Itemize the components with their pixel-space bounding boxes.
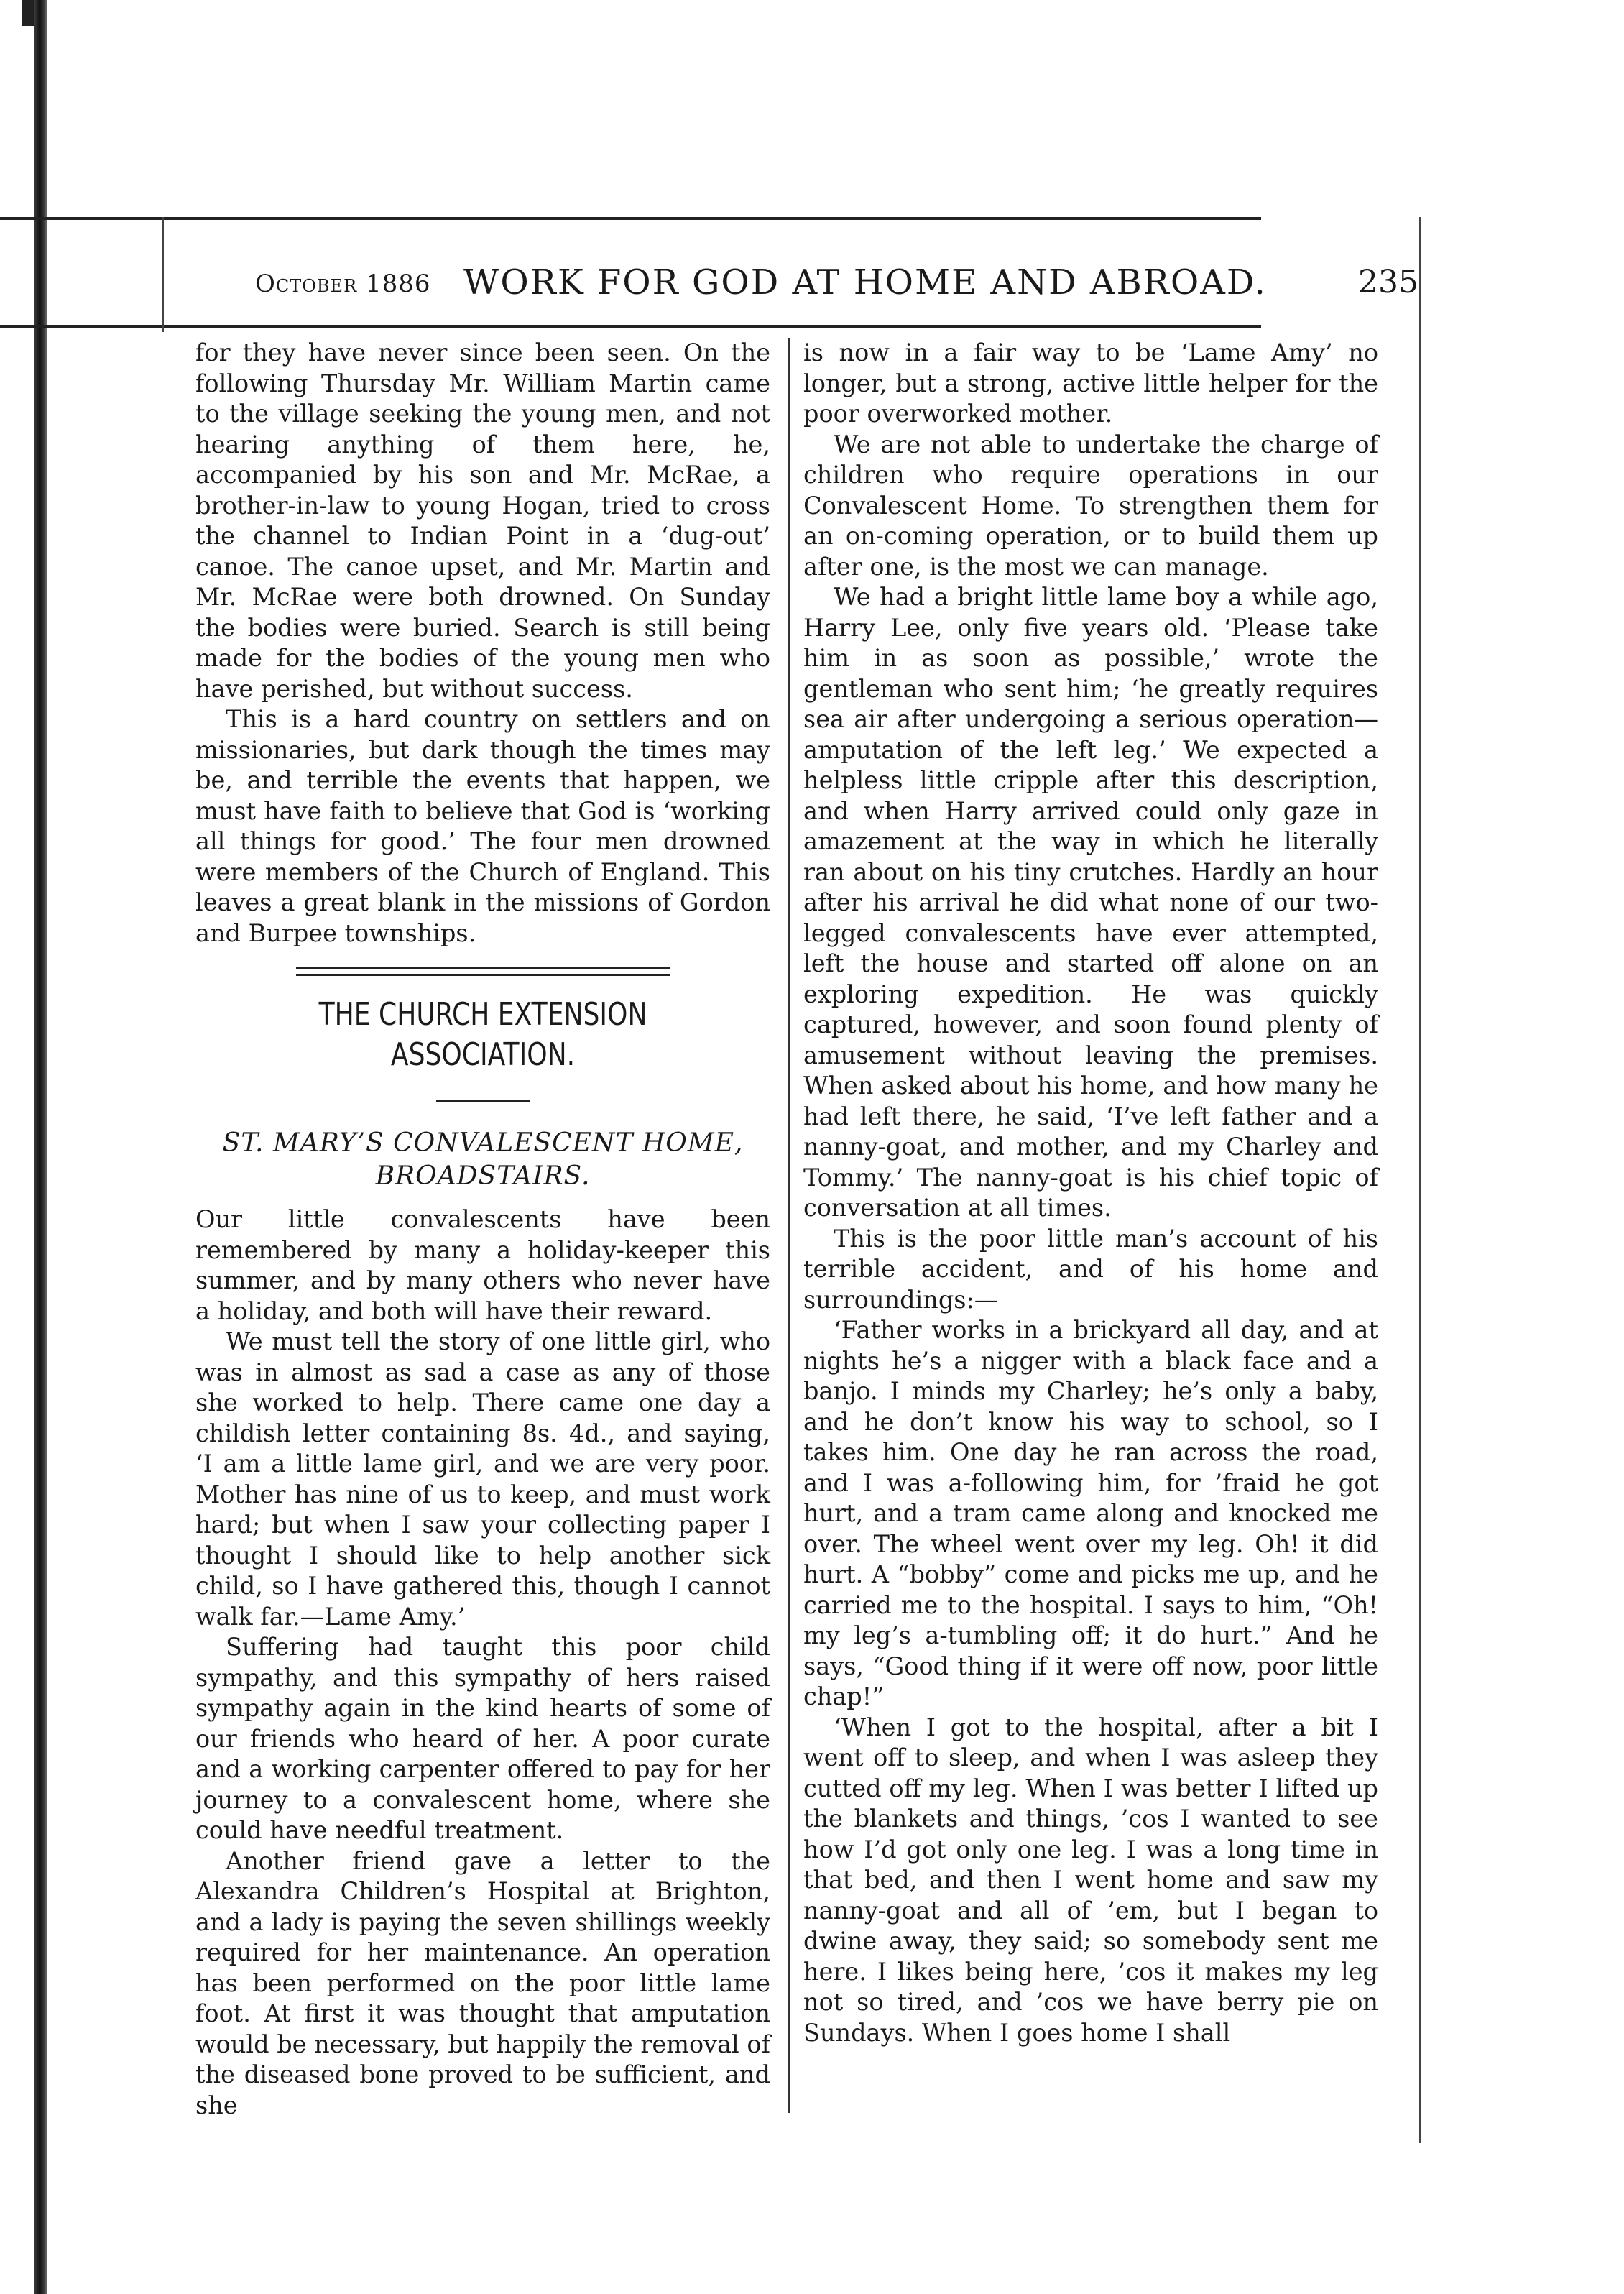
page-number: 235 xyxy=(1358,264,1418,300)
right-frame-line xyxy=(1419,217,1421,2143)
header-date: October 1886 xyxy=(255,270,431,298)
paragraph: This is the poor little man’s account of his terrible accident, and of his home and surroundings:— xyxy=(803,1224,1378,1314)
paragraph: This is a hard country on settlers and on missionaries, but dark though the times may be, and terrible the events that happen, we must have faith to believe that God is ‘working all things for good.’ The four men drowned were members of the Church of England. This leaves a great blank in the missions of Gordon and Burpee townships. xyxy=(195,705,770,947)
subtitle-line: ST. MARY’S CONVALESCENT HOME, xyxy=(222,1128,744,1158)
right-column xyxy=(803,338,1378,2048)
header-rule xyxy=(0,325,1261,328)
top-rule xyxy=(0,217,1261,220)
section-divider xyxy=(296,967,670,976)
book-spine xyxy=(34,0,47,2294)
paragraph: is now in a fair way to be ‘Lame Amy’ no longer, but a strong, active little helper for the poor overworked mother. xyxy=(803,338,1378,428)
subtitle-line: BROADSTAIRS. xyxy=(375,1161,591,1191)
header-title: WORK FOR GOD AT HOME AND ABROAD. xyxy=(463,262,1267,303)
column-divider xyxy=(788,338,790,2113)
running-header xyxy=(162,262,1423,320)
left-column xyxy=(195,338,770,2121)
paragraph: Suffering had taught this poor child sympathy, and this sympathy of hers raised sympathy again in the kind hearts of some of our friends who heard of her. A poor curate and a working carpenter offered to pay for her journey to a convalescent home, where she could have needful treatment. xyxy=(195,1633,770,1844)
paragraph: for they have never since been seen. On the following Thursday Mr. William Martin came to the village seeking the young men, and not hearing anything of them here, he, accompanied by his son and Mr. McRae, a brother-in-law to young Hogan, tried to cross the channel to Indian Point in a ‘dug-out’ canoe. The canoe upset, and Mr. Martin and Mr. McRae were both drowned. On Sunday the bodies were buried. Search is still being made for the bodies of the young men who have perished, but without success. xyxy=(195,338,770,703)
paragraph: ‘When I got to the hospital, after a bit I went off to sleep, and when I was asleep they cutted off my leg. When I was better I lifted up the blankets and things, ’cos I wanted to see how I’d got only one leg. I was a long time in that bed, and then I went home and saw my nanny-goat and all of ’em, but I began to dwine away, they said; so somebody sent me here. I likes being here, ’cos it makes my leg not so tired, and ’cos we have berry pie on Sundays. When I goes home I shall xyxy=(803,1713,1378,2047)
ornament-divider xyxy=(195,1090,770,1111)
article-subtitle xyxy=(195,1127,770,1193)
paragraph: Another friend gave a letter to the Alexandra Children’s Hospital at Brighton, and a lady is paying the seven shillings weekly required for her maintenance. An operation has been performed on the poor little lame foot. At first it was thought that amputation would be necessary, but happily the removal of the diseased bone proved to be sufficient, and she xyxy=(195,1846,770,2119)
paragraph: Our little convalescents have been remembered by many a holiday-keeper this summer, and by many others who never have a holiday, and both will have their reward. xyxy=(195,1205,770,1325)
section-title: THE CHURCH EXTENSION ASSOCIATION. xyxy=(318,996,647,1073)
paragraph: We must tell the story of one little girl, who was in almost as sad a case as any of those she worked to help. There came one day a childish letter containing 8s. 4d., and saying, ‘I am a little lame girl, and we are very poor. Mother has nine of us to keep, and must work hard; but when I saw your collecting paper I thought I should like to help another sick child, so I have gathered this, though I cannot walk far.—Lame Amy.’ xyxy=(195,1327,770,1631)
paragraph: ‘Father works in a brickyard all day, and at nights he’s a nigger with a black face and a banjo. I minds my Charley; he’s only a baby, and he don’t know his way to school, so I takes him. One day he ran across the road, and I was a-following him, for ’fraid he got hurt, and a tram came along and knocked me over. The wheel went over my leg. Oh! it did hurt. A “bobby” come and picks me up, and he carried me to the hospital. I says to him, “Oh! my leg’s a-tumbling off; it do hurt.” And he says, “Good thing if it were off now, poor little chap!” xyxy=(803,1316,1378,1710)
paragraph: We had a bright little lame boy a while ago, Harry Lee, only five years old. ‘Please take him in as soon as possible,’ wrote the gentleman who sent him; ‘he greatly requires sea air after undergoing a serious operation—amputation of the left leg.’ We expected a helpless little cripple after this description, and when Harry arrived could only gaze in amazement at the way in which he literally ran about on his tiny crutches. Hardly an hour after his arrival he did what none of our two-legged convalescents have ever attempted, left the house and started off alone on an exploring expedition. He was quickly captured, however, and soon found plenty of amusement without leaving the premises. When asked about his home, and how many he had left there, he said, ‘I’ve left father and a nanny-goat, and mother, and my Charley and Tommy.’ The nanny-goat is his chief topic of conversation at all times. xyxy=(803,583,1378,1222)
paragraph: We are not able to undertake the charge of children who require operations in our Convalescent Home. To strengthen them for an on-coming operation, or to build them up after one, is the most we can manage. xyxy=(803,430,1378,581)
